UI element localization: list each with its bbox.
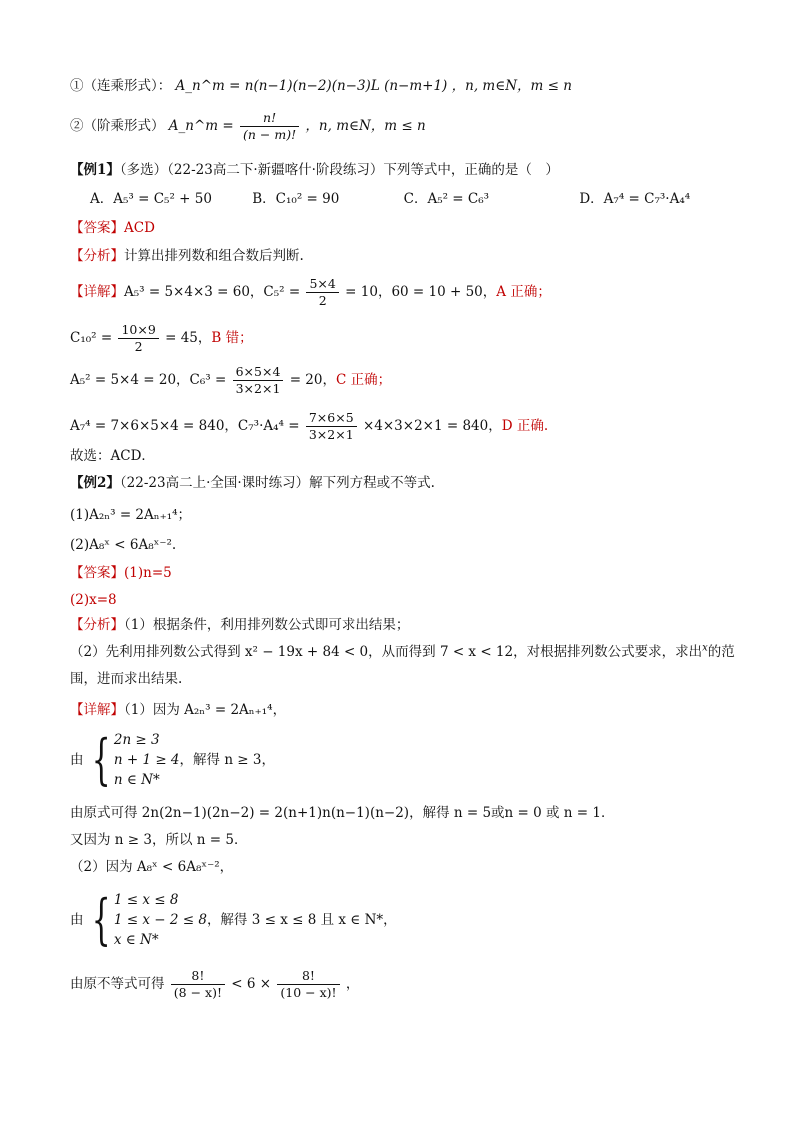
option-b: B．C₁₀² = 90 [252,191,340,207]
example2-stem: 【例2】（22-23高二上·全国·课时练习）解下列方程或不等式. [70,475,435,491]
example2-question1: (1)A₂ₙ³ = 2Aₙ₊₁⁴； [70,507,192,523]
example1-detail-line2: C₁₀² = $\frac{10\times 9}{2}$ = 45，B 错； [70,322,253,354]
left-brace-icon: { [91,728,111,791]
example1-analysis: 【分析】计算出排列数和组合数后判断. [70,248,304,264]
example2-last-inequality: 由原不等式可得 $\frac{8!}{(8 - x)!}$ < 6 × $\frac{8!}{(10 - x)!}$ ， [70,968,360,1000]
example2-line-b: 又因为 n ≥ 3，所以 n = 5． [70,832,248,848]
example2-analysis2: （2）先利用排列数公式得到 x² − 19x + 84 < 0，从而得到 7 < x < 12，对根据排列数公式要求，求出$^x$的范 [70,642,735,660]
option-d: D．A₇⁴ = C₇³·A₄⁴ [579,191,691,207]
example2-analysis1: 【分析】（1）根据条件，利用排列数公式即可求出结果； [70,617,410,633]
example2-question2: (2)A₈ˣ < 6A₈ˣ⁻². [70,537,177,553]
option-c: C．A₅² = C₆³ [403,191,490,207]
factorial-fraction: $\frac{n!}{(n - m)!}$ [240,110,299,143]
example1-conclusion: 故选：ACD． [70,448,155,464]
example1-options [90,189,726,209]
example1-answer: 【答案】ACD [70,220,155,236]
example1-stem: 【例1】（多选）（22-23高二下·新疆喀什·阶段练习）下列等式中，正确的是（ ） [70,162,559,178]
example2-analysis3: 围，进而求出结果. [70,671,183,687]
left-brace-icon: { [91,888,111,951]
example2-detail2: （2）因为 A₈ˣ < 6A₈ˣ⁻²， [70,859,234,875]
option-a: A．A₅³ = C₅² + 50 [90,191,212,207]
example1-detail-line1: 【详解】A₅³ = 5×4×3 = 60，C₅² = $\frac{5\times 4}{2}$ = 10，60 = 10 + 50，A 正确； [70,276,551,308]
example2-line-a: 由原式可得 2n(2n−1)(2n−2) = 2(n+1)n(n−1)(n−2)，解得 n = 5或n = 0 或 n = 1． [70,805,615,821]
system-of-inequalities-1: 由 { 2n ≥ 3 n + 1 ≥ 4 n ∈ N* ，解得 n ≥ 3， [70,728,276,791]
example2-answer2: (2)x=8 [70,592,117,608]
formula-continued-product: ①（连乘形式）： A_n^m = n(n−1)(n−2)(n−3)L (n−m+1) ，n, m∈N，m ≤ n [70,78,572,94]
system-of-inequalities-2: 由 { 1 ≤ x ≤ 8 1 ≤ x − 2 ≤ 8 x ∈ N* ，解得 3 ≤ x ≤ 8 且 x ∈ N*， [70,888,397,951]
example2-detail1: 【详解】（1）因为 A₂ₙ³ = 2Aₙ₊₁⁴， [70,702,287,718]
formula-factorial: ②（阶乘形式） A_n^m = $\frac{n!}{(n - m)!}$ ，n, m∈N，m ≤ n [70,110,426,142]
example1-detail-line4: A₇⁴ = 7×6×5×4 = 840，C₇³·A₄⁴ = $\frac{7\times 6\times 5}{3\times 2\times 1}$ ×4×3×2×1 = 840，D 正确. [70,410,549,442]
example2-answer1: 【答案】(1)n=5 [70,565,172,581]
example1-detail-line3: A₅² = 5×4 = 20，C₆³ = $\frac{6\times 5\times 4}{3\times 2\times 1}$ = 20，C 正确； [70,364,392,396]
